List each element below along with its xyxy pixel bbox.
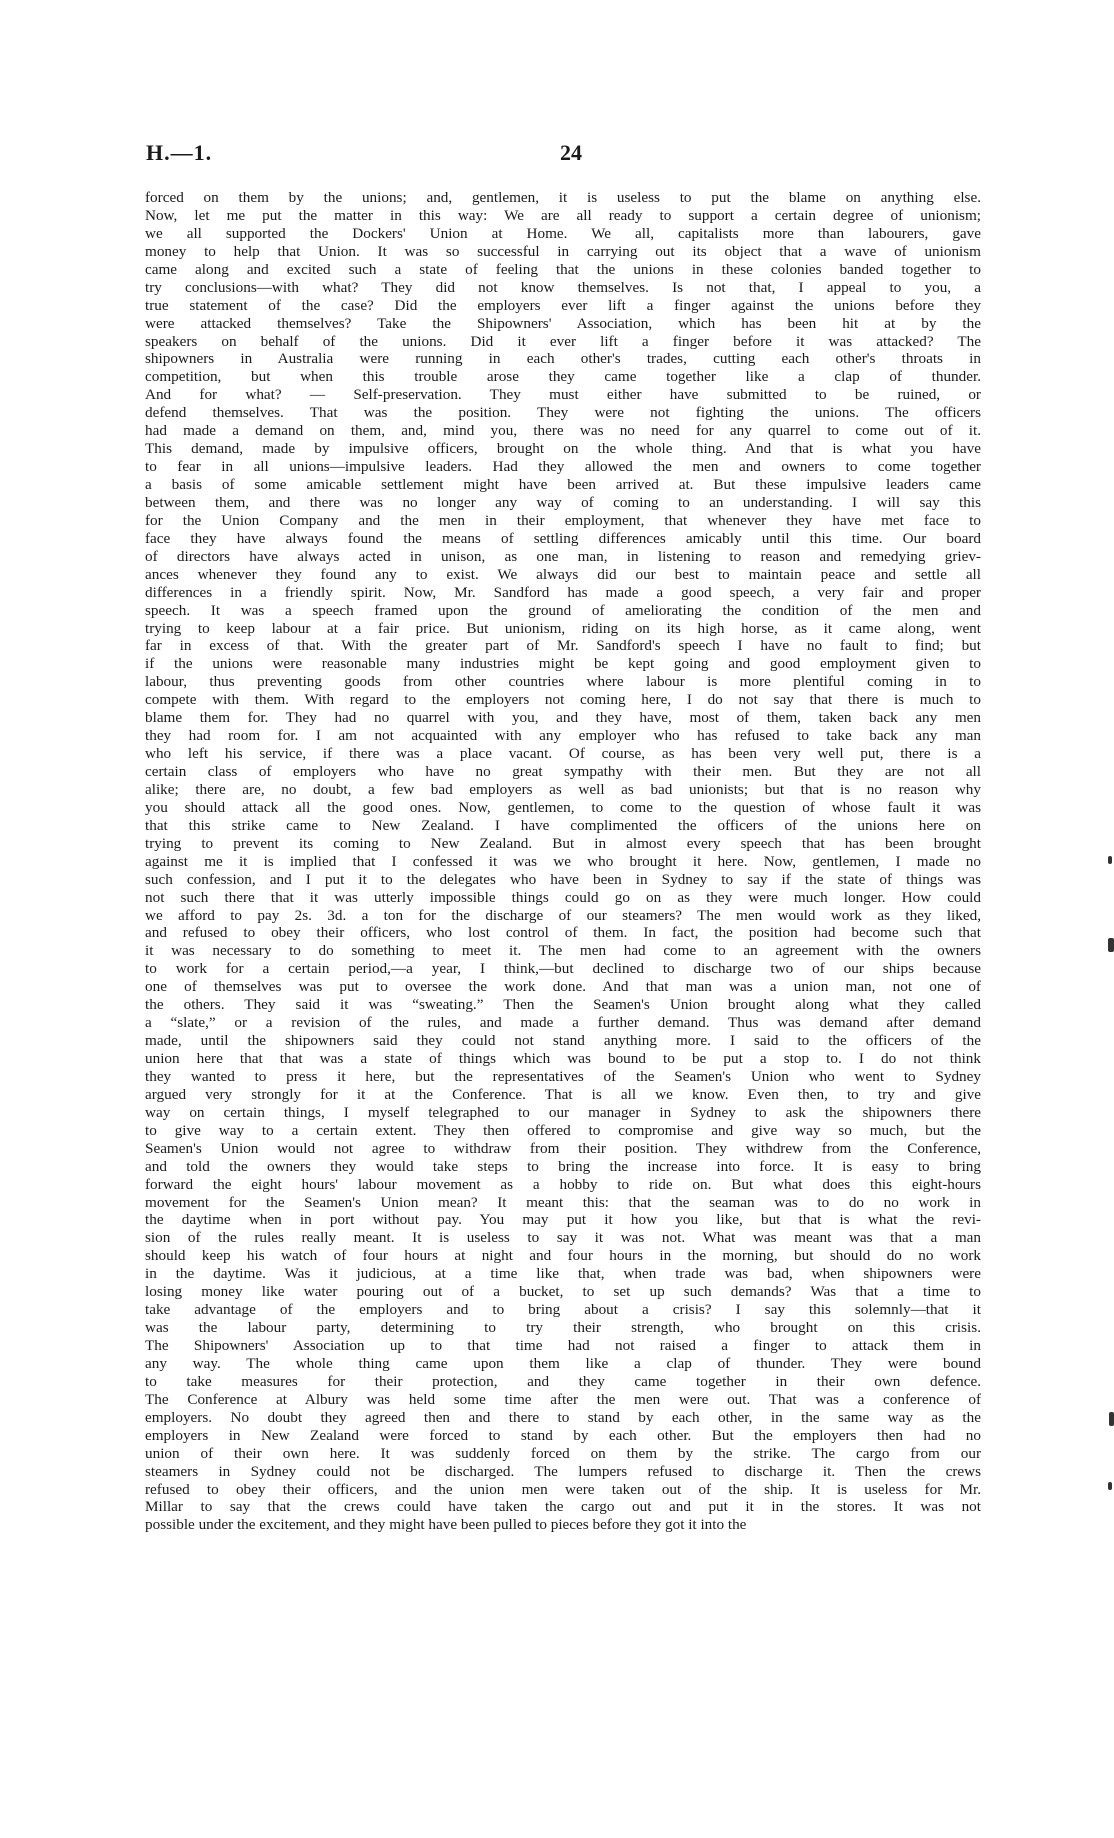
margin-mark — [1108, 938, 1114, 952]
text-line: face they have always found the means of settling differences amicably until this time. Our board — [145, 529, 981, 547]
text-line: who left his service, if there was a place vacant. Of course, as has been very well put, there is a — [145, 745, 981, 763]
text-line: shipowners in Australia were running in each other's trades, cutting each other's throats in — [145, 350, 981, 368]
text-line: take advantage of the employers and to bring about a crisis? I say this solemnly—that it — [145, 1301, 981, 1319]
text-line: union here that that was a state of things which was bound to be put a stop to. I do not think — [145, 1050, 981, 1067]
text-line: in the daytime. Was it judicious, at a time like that, when trade was bad, when shipowners were — [145, 1265, 981, 1283]
text-line: it was necessary to do something to meet it. The men had come to an agreement with the owners — [145, 942, 981, 960]
page-number: 24 — [560, 140, 582, 165]
text-line: came along and excited such a state of feeling that the unions in these colonies banded together to — [145, 260, 981, 278]
text-line: and refused to obey their officers, who lost control of them. In fact, the position had become such that — [145, 924, 981, 942]
text-line: sion of the rules really meant. It is useless to say it was not. What was meant was that a man — [145, 1229, 981, 1247]
text-line: of directors have always acted in unison, as one man, in listening to reason and remedying griev- — [145, 547, 981, 565]
text-line: trying to keep labour at a fair price. But unionism, riding on its high horse, as it came along, went — [145, 619, 981, 637]
text-line: such confession, and I put it to the delegates who have been in Sydney to say if the state of things was — [145, 870, 981, 888]
text-line: far in excess of that. With the greater part of Mr. Sandford's speech I have no fault to find; but — [145, 637, 981, 655]
text-line: true statement of the case? Did the employers ever lift a finger against the unions before they — [145, 296, 981, 314]
text-line: employers in New Zealand were forced to stand by each other. But the employers then had no — [145, 1426, 981, 1444]
text-line: to work for a certain period,—a year, I think,—but declined to discharge two of our ships because — [145, 960, 981, 978]
text-line: trying to prevent its coming to New Zealand. But in almost every speech that has been brought — [145, 834, 981, 852]
text-line: speakers on behalf of the unions. Did it ever lift a finger before it was attacked? The — [145, 332, 981, 350]
text-line: we afford to pay 2s. 3d. a ton for the discharge of our steamers? The men would work as they liked, — [145, 906, 981, 924]
text-line: blame them for. They had no quarrel with you, and they have, most of them, taken back any men — [145, 709, 981, 727]
text-line: labour, thus preventing goods from other countries where labour is more plentiful coming in to — [145, 673, 981, 691]
text-line: was the labour party, determining to try their strength, who brought on this crisis. — [145, 1319, 981, 1337]
text-line: try conclusions—with what? They did not know themselves. Is not that, I appeal to you, a — [145, 278, 981, 296]
text-line: This demand, made by impulsive officers, brought on the whole thing. And that is what you have — [145, 440, 981, 458]
text-line: losing money like water pouring out of a bucket, to set up such demands? Was that a time to — [145, 1283, 981, 1301]
text-line: against me it is implied that I confessed it was we who brought it here. Now, gentlemen, I made no — [145, 852, 981, 870]
text-line: should keep his watch of four hours at night and four hours in the morning, but should do no work — [145, 1247, 981, 1265]
text-line: a basis of some amicable settlement might have been arrived at. But these impulsive leaders came — [145, 476, 981, 493]
text-line: to take measures for their protection, and they came together in their own defence. — [145, 1372, 981, 1390]
document-code: H.—1. — [146, 140, 213, 165]
text-line: between them, and there was no longer any way of coming to an understanding. I will say this — [145, 493, 981, 511]
text-line: to fear in all unions—impulsive leaders. Had they allowed the men and owners to come together — [145, 458, 981, 476]
text-line: The Conference at Albury was held some time after the men were out. That was a conference of — [145, 1390, 981, 1408]
text-line: argued very strongly for it at the Conference. That is all we know. Even then, to try and give — [145, 1085, 981, 1103]
text-line: had made a demand on them, and, mind you, there was no need for any quarrel to come out of it. — [145, 422, 981, 440]
text-line: and told the owners they would take steps to bring the increase into force. It is easy to bring — [145, 1157, 981, 1175]
text-line: possible under the excitement, and they might have been pulled to pieces before they got it into the — [145, 1516, 747, 1534]
text-line: movement for the Seamen's Union mean? It meant this: that the seaman was to do no work in — [145, 1193, 981, 1211]
text-line: refused to obey their officers, and the union men were taken out of the ship. It is useless for Mr. — [145, 1480, 981, 1498]
text-line: employers. No doubt they agreed then and there to stand by each other, in the same way as the — [145, 1408, 981, 1426]
text-line: And for what? — Self-preservation. They must either have submitted to be ruined, or — [145, 386, 981, 404]
text-line: forward the eight hours' labour movement as a hobby to ride on. But what does this eight-hours — [145, 1175, 981, 1193]
text-line: they wanted to press it here, but the representatives of the Seamen's Union who went to Sydney — [145, 1067, 981, 1085]
text-line: forced on them by the unions; and, gentlemen, it is useless to put the blame on anything else. — [145, 189, 981, 206]
text-line: competition, but when this trouble arose they came together like a clap of thunder. — [145, 368, 981, 386]
text-line: speech. It was a speech framed upon the ground of ameliorating the condition of the men and — [145, 601, 981, 619]
text-line: we all supported the Dockers' Union at Home. We all, capitalists more than labourers, gave — [145, 224, 981, 242]
text-line: ances whenever they found any to exist. We always did our best to maintain peace and settle all — [145, 565, 981, 583]
text-line: the daytime when in port without pay. You may put it how you like, but that is what the revi- — [145, 1211, 981, 1229]
text-line: for the Union Company and the men in their employment, that whenever they have met face to — [145, 511, 981, 529]
margin-mark — [1108, 856, 1112, 864]
page-header — [146, 140, 978, 170]
text-line: steamers in Sydney could not be discharged. The lumpers refused to discharge it. Then the crews — [145, 1462, 981, 1480]
text-line: not such there that it was utterly impossible things could go on as they were much longer. How could — [145, 888, 981, 906]
text-line: union of their own here. It was suddenly forced on them by the strike. The cargo from our — [145, 1444, 981, 1462]
text-line: alike; there are, no doubt, a few bad employers as well as bad unionists; but that is no reason why — [145, 780, 981, 798]
margin-mark — [1109, 1412, 1114, 1426]
text-line: were attacked themselves? Take the Shipowners' Association, which has been hit at by the — [145, 314, 981, 332]
text-line: way on certain things, I myself telegraphed to our manager in Sydney to ask the shipowners there — [145, 1103, 981, 1121]
text-line: differences in a friendly spirit. Now, Mr. Sandford has made a good speech, a very fair and proper — [145, 583, 981, 601]
text-line: money to help that Union. It was so successful in carrying out its object that a wave of unionism — [145, 242, 981, 260]
text-line: that this strike came to New Zealand. I have complimented the officers of the unions here on — [145, 816, 981, 834]
text-line: the others. They said it was “sweating.” Then the Seamen's Union brought along what they called — [145, 996, 981, 1014]
text-line: compete with them. With regard to the employers not coming here, I do not say that there is much to — [145, 691, 981, 709]
text-line: made, until the shipowners said they could not stand anything more. I said to the officers of the — [145, 1032, 981, 1050]
text-line: a “slate,” or a revision of the rules, and made a further demand. Thus was demand after demand — [145, 1014, 981, 1032]
text-line: any way. The whole thing came upon them like a clap of thunder. They were bound — [145, 1354, 981, 1372]
margin-mark — [1108, 1482, 1112, 1490]
text-line: Now, let me put the matter in this way: We are all ready to support a certain degree of unionism; — [145, 206, 981, 224]
text-line: if the unions were reasonable many industries might be kept going and good employment given to — [145, 655, 981, 673]
text-line: certain class of employers who have no great sympathy with their men. But they are not all — [145, 763, 981, 780]
text-line: Seamen's Union would not agree to withdraw from their position. They withdrew from the Conference, — [145, 1139, 981, 1157]
text-line: one of themselves was put to oversee the work done. And that man was a union man, not one of — [145, 978, 981, 996]
text-line: defend themselves. That was the position. They were not fighting the unions. The officers — [145, 404, 981, 422]
text-line: you should attack all the good ones. Now, gentlemen, to come to the question of whose fault it was — [145, 798, 981, 816]
body-text — [145, 189, 981, 1534]
text-line: Millar to say that the crews could have taken the cargo out and put it in the stores. It was not — [145, 1498, 981, 1516]
text-line: to give way to a certain extent. They then offered to compromise and give way so much, but the — [145, 1121, 981, 1139]
text-line: they had room for. I am not acquainted with any employer who has refused to take back any man — [145, 727, 981, 745]
text-line: The Shipowners' Association up to that time had not raised a finger to attack them in — [145, 1337, 981, 1354]
